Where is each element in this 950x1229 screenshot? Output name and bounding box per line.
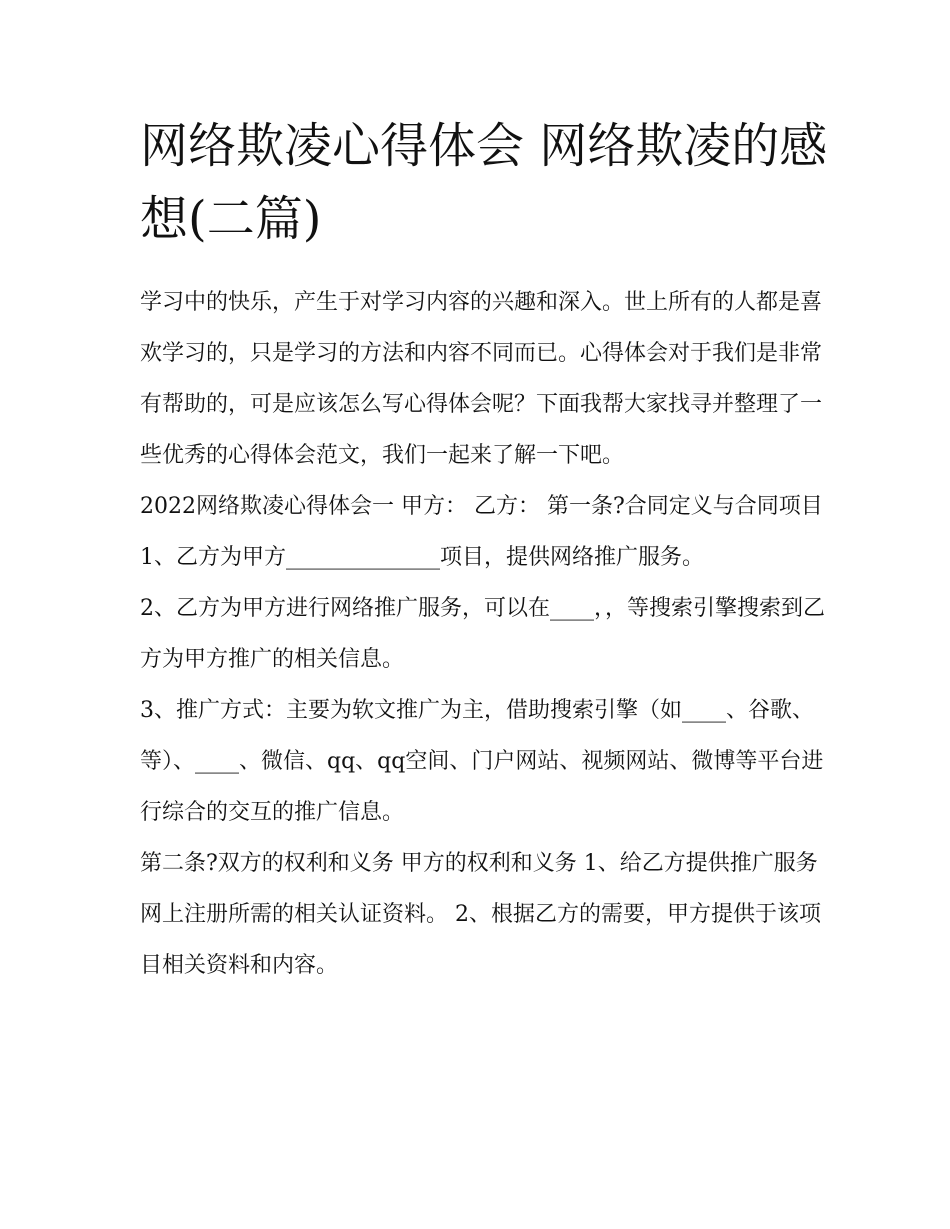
paragraph-clause-3: 3、推广方式：主要为软文推广为主，借助搜索引擎（如____、谷歌、等）、____、微信、qq、qq空间、门户网站、视频网站、微博等平台进行综合的交互的推广信息。: [140, 698, 824, 825]
document-body: [140, 277, 830, 991]
paragraph-clause-2: 2、乙方为甲方进行网络推广服务，可以在____，，等搜索引擎搜索到乙方为甲方推广的相关信息。: [140, 596, 825, 672]
paragraph-article-2: 第二条?双方的权利和义务 甲方的权利和义务 1、给乙方提供推广服务网上注册所需的相关认证资料。 2、根据乙方的需要，甲方提供于该项目相关资料和内容。: [140, 851, 821, 978]
paragraph-intro: 学习中的快乐，产生于对学习内容的兴趣和深入。世上所有的人都是喜欢学习的，只是学习的方法和内容不同而已。心得体会对于我们是非常有帮助的，可是应该怎么写心得体会呢？下面我帮大家找寻并整理了一些优秀的心得体会范文，我们一起来了解一下吧。: [140, 290, 823, 468]
document-title: 网络欺凌心得体会 网络欺凌的感想(二篇): [140, 118, 828, 247]
paragraph-contract-article-1: 2022网络欺凌心得体会一 甲方： 乙方： 第一条?合同定义与合同项目 1、乙方为甲方______________项目，提供网络推广服务。: [140, 494, 823, 570]
